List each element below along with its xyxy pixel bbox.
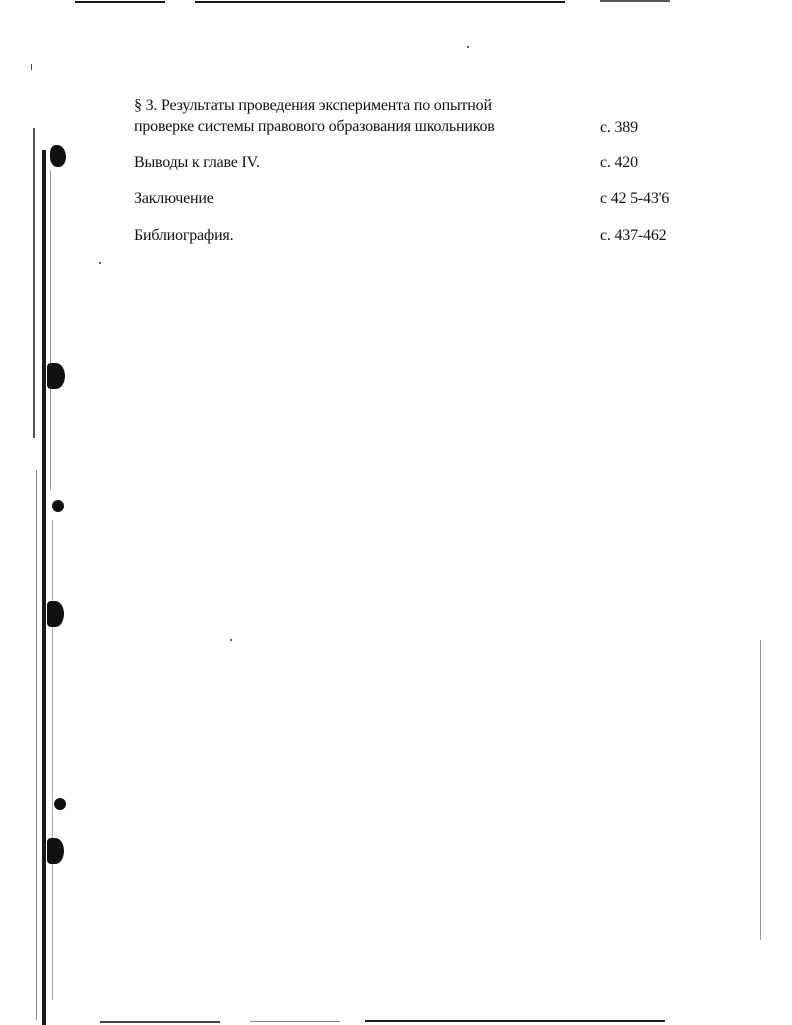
- toc-entry-title: [134, 95, 495, 137]
- scan-edge-bottom: [100, 1021, 220, 1023]
- punch-hole: [47, 363, 65, 389]
- scan-edge-top: [600, 0, 670, 2]
- toc-entry-title-line: Заключение: [134, 190, 214, 207]
- toc-entry: [134, 188, 694, 210]
- scan-edge-bottom: [365, 1020, 665, 1022]
- scan-speck: [99, 262, 101, 264]
- toc-entry-page: с. 389: [600, 119, 638, 136]
- toc-entry-title: [134, 188, 214, 209]
- toc-entry-title-line: Библиография.: [134, 227, 234, 244]
- scan-speck: [467, 46, 469, 48]
- toc-entry-title: [134, 225, 233, 246]
- scan-edge-top: [75, 1, 165, 3]
- scan-edge-bottom: [250, 1021, 340, 1022]
- binding-edge: [52, 520, 53, 1000]
- punch-hole: [47, 838, 64, 864]
- toc-entry-title-line: Выводы к главе IV.: [134, 154, 260, 171]
- binding-edge: [42, 150, 46, 1025]
- toc-entry: [134, 225, 694, 247]
- ink-blot: [50, 145, 66, 167]
- ink-blot: [54, 798, 66, 810]
- toc-entry: [134, 152, 694, 174]
- scan-edge-top: [195, 1, 565, 3]
- ink-blot: [52, 500, 64, 512]
- binding-edge: [33, 128, 35, 438]
- scan-speck: [230, 639, 232, 641]
- toc-entry-page: с. 420: [600, 154, 638, 171]
- toc-entry-page: с 42 5-43'6: [600, 190, 670, 207]
- toc-entry: [134, 95, 694, 139]
- toc-entry-title: [134, 152, 260, 173]
- toc-entry-title-line: проверке системы правового образования школьников: [134, 118, 495, 135]
- scan-edge-right: [760, 640, 761, 940]
- punch-hole: [47, 601, 64, 627]
- binding-edge: [36, 470, 37, 1020]
- scan-speck: [31, 64, 32, 70]
- toc-entry-page: с. 437-462: [600, 227, 667, 244]
- toc-entry-title-line: § 3. Результаты проведения эксперимента по опытной: [134, 97, 492, 114]
- binding-edge: [50, 170, 51, 490]
